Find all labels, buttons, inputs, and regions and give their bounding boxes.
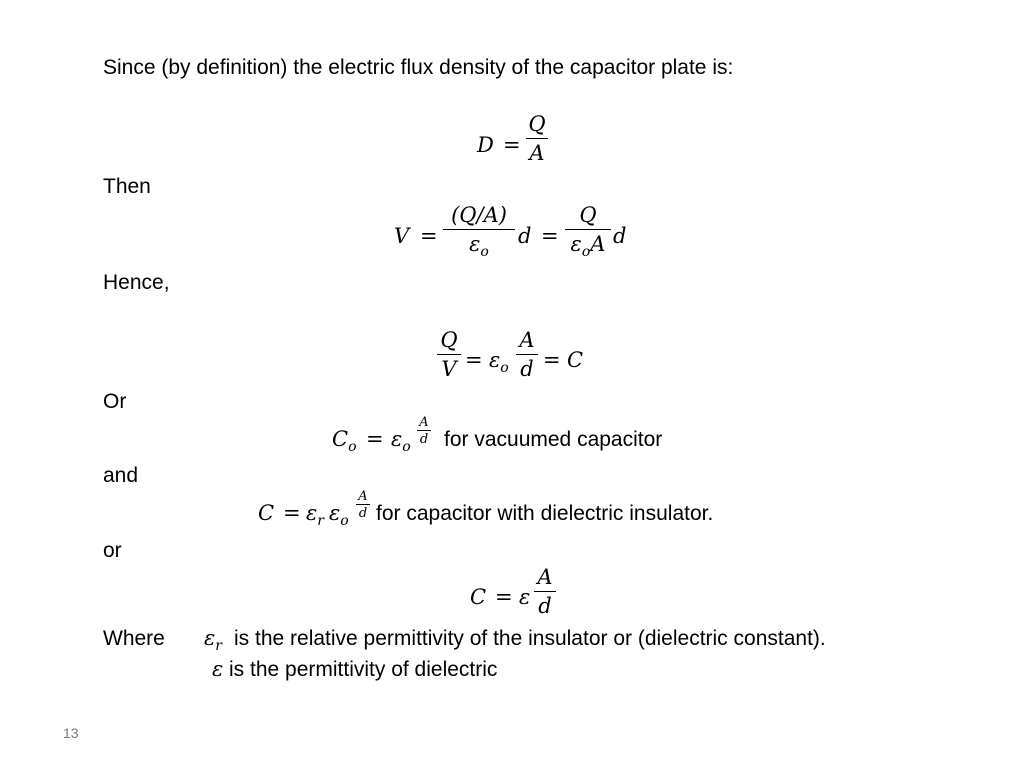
eq3-denominator-2: d	[520, 357, 534, 381]
eq4-epsilon-o: $\varepsilon_o$	[391, 427, 411, 455]
eq3-numerator-2: A	[519, 328, 535, 352]
eq4-denominator: d	[419, 432, 429, 447]
eq3-epsilon-o: $\varepsilon_o$	[489, 348, 509, 376]
eq2-denominator-2: $\varepsilon_oA$	[570, 232, 606, 260]
epsilon-symbol: ε	[212, 657, 224, 681]
eq3-numerator-1: Q	[440, 328, 458, 352]
eq2-numerator-1: (Q/A)	[451, 203, 507, 227]
eq2-equals-1: =	[420, 224, 438, 248]
eq3-fraction-2	[516, 330, 538, 380]
eq5-numerator: A	[358, 489, 368, 504]
or-text-2: or	[103, 539, 122, 562]
eq1-fraction	[526, 114, 548, 164]
eq2-numerator-2: Q	[579, 203, 597, 227]
hence-text: Hence,	[103, 271, 170, 294]
eq2-fraction-2	[565, 205, 611, 259]
eq5-denominator: d	[358, 506, 368, 521]
eq5-lhs: C	[258, 501, 275, 525]
where-text: Where	[103, 627, 165, 650]
eq3-equals-2: =	[543, 348, 561, 372]
eq2-equals-2: =	[541, 224, 559, 248]
epsilon-r-symbol: $\varepsilon_r$	[204, 626, 222, 654]
intro-text: Since (by definition) the electric flux density of the capacitor plate is:	[103, 56, 734, 79]
eq1-lhs: D	[477, 133, 494, 157]
eq6-epsilon: ε	[519, 585, 531, 609]
eq5-equals: =	[283, 501, 301, 525]
epsilon-description: is the permittivity of dielectric	[229, 658, 498, 681]
eq3-fraction-1	[437, 330, 461, 380]
eq4-note: for vacuumed capacitor	[444, 428, 663, 451]
eq2-d-1: d	[518, 224, 532, 248]
eq1-equals: =	[503, 133, 521, 157]
eq5-epsilon-r: $\varepsilon_r$	[306, 501, 324, 529]
eq3-rhs: C	[567, 348, 584, 372]
eq5-note: for capacitor with dielectric insulator.	[376, 502, 714, 525]
eq4-numerator: A	[419, 415, 429, 430]
eq5-fraction	[356, 490, 370, 520]
then-text: Then	[103, 175, 151, 198]
eq4-lhs: $C_o$	[332, 427, 357, 455]
eq2-lhs: V	[394, 224, 410, 248]
eq2-d-2: d	[613, 224, 627, 248]
eq2-fraction-1	[443, 205, 515, 259]
eq2-denominator-1: $\varepsilon_o$	[469, 232, 489, 260]
slide-number: 13	[63, 725, 79, 741]
or-text-1: Or	[103, 390, 127, 413]
eq4-fraction	[417, 416, 431, 446]
eq3-equals-1: =	[465, 348, 483, 372]
eq4-equals: =	[366, 427, 384, 451]
eq6-numerator: A	[537, 565, 553, 589]
eq3-denominator-1: V	[441, 357, 457, 381]
eq5-epsilon-o: $\varepsilon_o$	[329, 501, 349, 529]
eq1-denominator: A	[529, 141, 545, 165]
eq1-numerator: Q	[528, 112, 546, 136]
eq6-denominator: d	[538, 594, 552, 618]
eq6-fraction	[534, 567, 556, 617]
eq6-lhs: C	[470, 585, 487, 609]
eq6-equals: =	[495, 585, 513, 609]
and-text: and	[103, 464, 139, 487]
epsilon-r-description: is the relative permittivity of the insulator or (dielectric constant).	[234, 627, 826, 650]
